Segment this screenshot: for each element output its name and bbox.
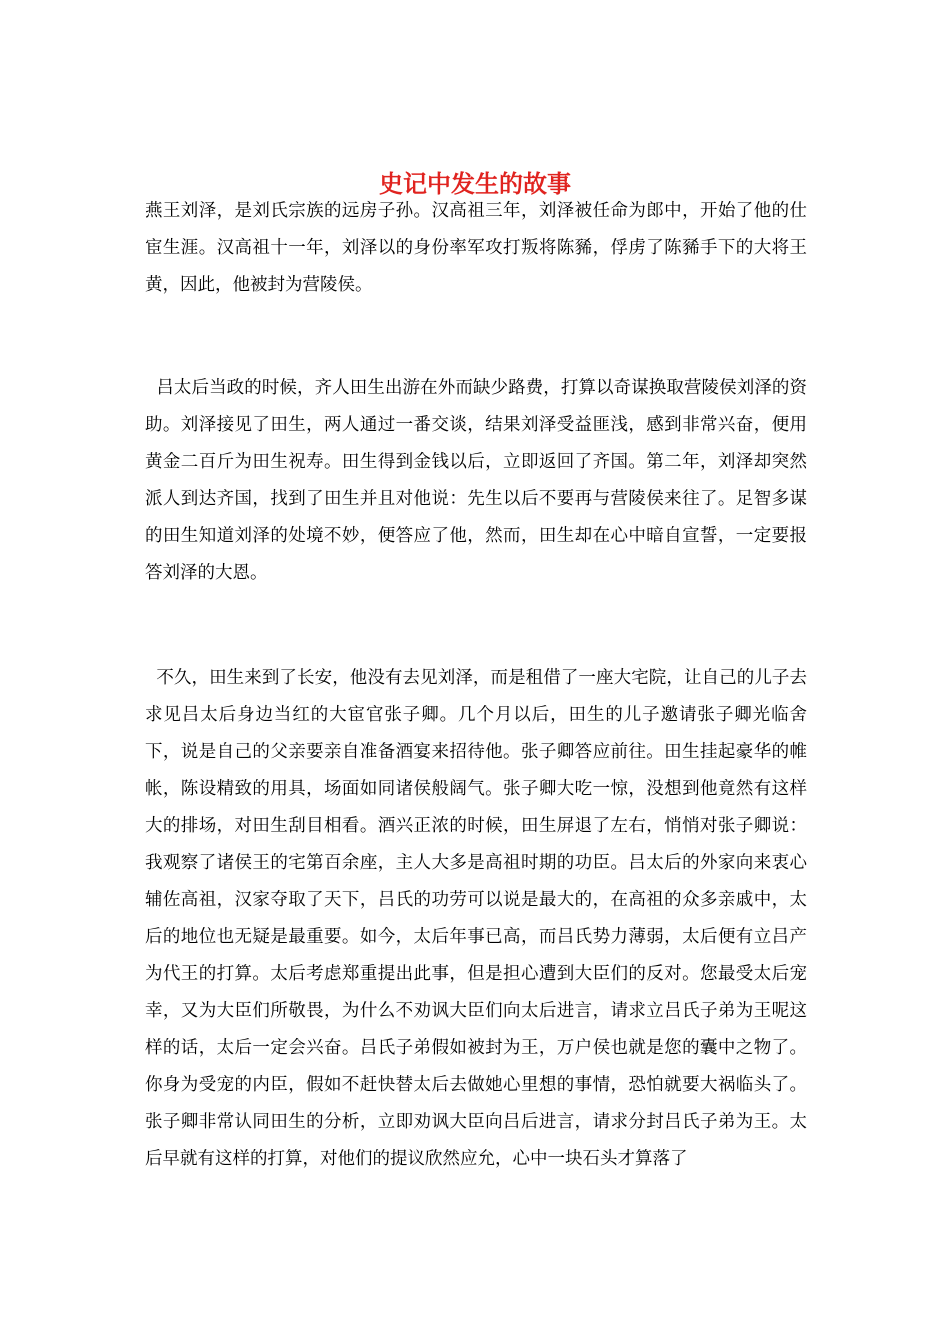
paragraph-1: 燕王刘泽，是刘氏宗族的远房子孙。汉高祖三年，刘泽被任命为郎中，开始了他的仕宦生涯。汉高祖十一年，刘泽以的身份率军攻打叛将陈豨，俘虏了陈豨手下的大将王黄，因此，他被封为营陵侯。 <box>145 201 807 295</box>
paragraph-2: 吕太后当政的时候，齐人田生出游在外而缺少路费，打算以奇谋换取营陵侯刘泽的资助。刘泽接见了田生，两人通过一番交谈，结果刘泽受益匪浅，感到非常兴奋，便用黄金二百斤为田生祝寿。田生得到金钱以后，立即返回了齐国。第二年，刘泽却突然派人到达齐国，找到了田生并且对他说：先生以后不要再与营陵侯来往了。足智多谋的田生知道刘泽的处境不妙，便答应了他，然而，田生却在心中暗自宣誓，一定要报答刘泽的大恩。 <box>145 378 807 583</box>
document-title: 史记中发生的故事 <box>379 169 571 199</box>
paragraph-3: 不久，田生来到了长安，他没有去见刘泽，而是租借了一座大宅院，让自己的儿子去求见吕太后身边当红的大宦官张子卿。几个月以后，田生的儿子邀请张子卿光临舍下，说是自己的父亲要亲自准备酒宴来招待他。张子卿答应前往。田生挂起豪华的帷帐，陈设精致的用具，场面如同诸侯般阔气。张子卿大吃一惊，没想到他竟然有这样大的排场，对田生刮目相看。酒兴正浓的时候，田生屏退了左右，悄悄对张子卿说：我观察了诸侯王的宅第百余座，主人大多是高祖时期的功臣。吕太后的外家向来衷心辅佐高祖，汉家夺取了天下，吕氏的功劳可以说是最大的，在高祖的众多亲戚中，太后的地位也无疑是最重要。如今，太后年事已高，而吕氏势力薄弱，太后便有立吕产为代王的打算。太后考虑郑重提出此事，但是担心遭到大臣们的反对。您最受太后宠幸，又为大臣们所敬畏，为什么不劝讽大臣们向太后进言，请求立吕氏子弟为王呢这样的话，太后一定会兴奋。吕氏子弟假如被封为王，万户侯也就是您的囊中之物了。你身为受宠的内臣，假如不赶快替太后去做她心里想的事情，恐怕就要大祸临头了。张子卿非常认同田生的分析，立即劝讽大臣向吕后进言，请求分封吕氏子弟为王。太后早就有这样的打算，对他们的提议欣然应允，心中一块石头才算落了 <box>145 668 807 1169</box>
